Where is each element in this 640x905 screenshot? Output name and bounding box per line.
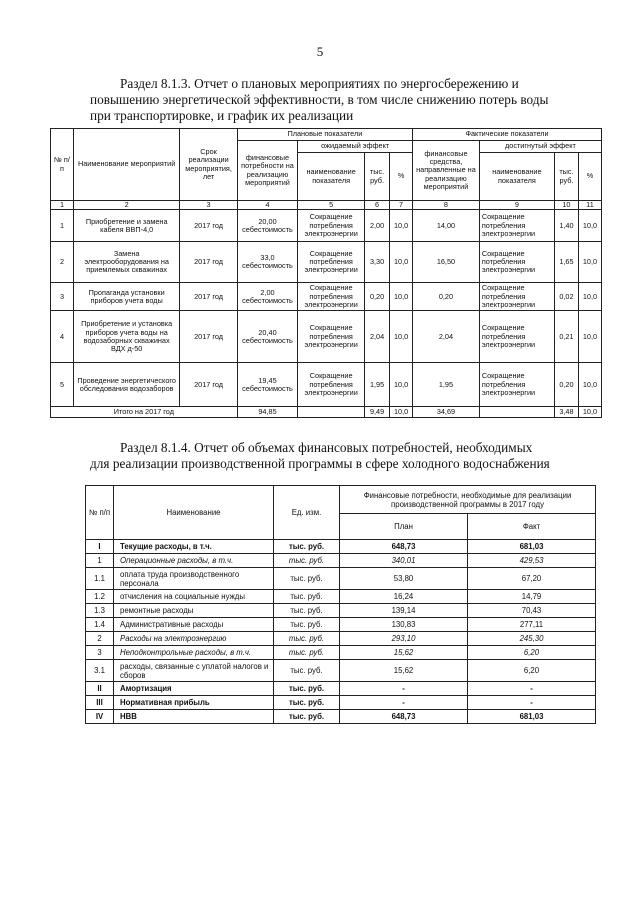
row-pct-fact: 10,0	[578, 283, 601, 311]
table-row	[86, 660, 596, 682]
row-code: 1	[86, 554, 114, 568]
header-fact: Факт	[468, 514, 596, 540]
row-fact: 245,30	[468, 632, 596, 646]
row-pct: 10,0	[390, 210, 413, 242]
row-code: 3	[86, 646, 114, 660]
row-code: II	[86, 682, 114, 696]
row-pct-fact: 10,0	[578, 242, 601, 283]
row-name: Пропаганда установки приборов учета воды	[73, 283, 179, 311]
col-number: 2	[73, 201, 179, 210]
row-name: Замена электрооборудования на приемлемых скважинах	[73, 242, 179, 283]
row-name: Приобретение и установка приборов учета воды на водозаборных скважинах ВДХ д-50	[73, 311, 179, 363]
row-indicator-fact: Сокращение потребления электроэнергии	[479, 210, 554, 242]
row-pct: 10,0	[390, 363, 413, 407]
row-plan: 15,62	[340, 646, 468, 660]
table-row	[51, 210, 602, 242]
section-8-1-4-title	[90, 440, 590, 472]
col-number: 10	[554, 201, 578, 210]
table-row	[86, 710, 596, 724]
row-plan: 130,83	[340, 618, 468, 632]
section-8-1-3-title	[90, 76, 590, 124]
row-fact: 14,79	[468, 590, 596, 604]
row-plan: 648,73	[340, 710, 468, 724]
header-pct: %	[578, 153, 601, 201]
col-number: 1	[51, 201, 74, 210]
total-empty	[479, 407, 554, 418]
row-name: оплата труда производственного персонала	[114, 568, 274, 590]
row-name: Операционные расходы, в т.ч.	[114, 554, 274, 568]
row-plan: 53,80	[340, 568, 468, 590]
row-name: Текущие расходы, в т.ч.	[114, 540, 274, 554]
title-line: для реализации производственной программы в сфере холодного водоснабжения	[90, 456, 550, 471]
row-code: IV	[86, 710, 114, 724]
row-fact: 277,11	[468, 618, 596, 632]
header-indicator: наименование показателя	[298, 153, 365, 201]
table-row	[86, 540, 596, 554]
table-row	[51, 283, 602, 311]
row-unit: тыс. руб.	[274, 660, 340, 682]
total-fin: 94,85	[237, 407, 298, 418]
total-empty	[298, 407, 365, 418]
table-row	[51, 311, 602, 363]
header-actual: Фактические показатели	[413, 129, 602, 141]
row-plan: 139,14	[340, 604, 468, 618]
row-code: 1.4	[86, 618, 114, 632]
row-unit: тыс. руб.	[274, 632, 340, 646]
row-indicator: Сокращение потребления электроэнергии	[298, 311, 365, 363]
row-plan: 16,24	[340, 590, 468, 604]
row-unit: тыс. руб.	[274, 540, 340, 554]
row-name: расходы, связанные с уплатой налогов и сборов	[114, 660, 274, 682]
row-rub-fact: 1,40	[554, 210, 578, 242]
header-unit: Ед. изм.	[274, 486, 340, 540]
total-fin-fact: 34,69	[413, 407, 480, 418]
table-row	[86, 682, 596, 696]
row-plan: 340,01	[340, 554, 468, 568]
row-num: 5	[51, 363, 74, 407]
row-unit: тыс. руб.	[274, 682, 340, 696]
row-term: 2017 год	[180, 283, 237, 311]
title-line: Раздел 8.1.4. Отчет об объемах финансовых потребностей, необходимых	[120, 440, 533, 455]
row-unit: тыс. руб.	[274, 604, 340, 618]
row-plan: -	[340, 682, 468, 696]
total-label: Итого на 2017 год	[51, 407, 238, 418]
title-line: Раздел 8.1.3. Отчет о плановых мероприятиях по энергосбережению и	[120, 76, 519, 91]
col-number: 8	[413, 201, 480, 210]
header-term: Срок реализации мероприятия, лет	[180, 129, 237, 201]
total-row	[51, 407, 602, 418]
row-unit: тыс. руб.	[274, 646, 340, 660]
header-indicator: наименование показателя	[479, 153, 554, 201]
row-rub: 2,00	[365, 210, 390, 242]
row-fact: 67,20	[468, 568, 596, 590]
header-num: № п/п	[86, 486, 114, 540]
col-number: 6	[365, 201, 390, 210]
row-rub-fact: 0,02	[554, 283, 578, 311]
row-plan: 648,73	[340, 540, 468, 554]
row-num: 2	[51, 242, 74, 283]
row-unit: тыс. руб.	[274, 590, 340, 604]
table-row	[86, 604, 596, 618]
table-row	[51, 363, 602, 407]
row-indicator: Сокращение потребления электроэнергии	[298, 283, 365, 311]
total-pct-fact: 10,0	[578, 407, 601, 418]
row-term: 2017 год	[180, 242, 237, 283]
row-name: НВВ	[114, 710, 274, 724]
row-fin: 33,0 себестоимость	[237, 242, 298, 283]
row-fact: 681,03	[468, 710, 596, 724]
row-plan: 293,10	[340, 632, 468, 646]
row-indicator-fact: Сокращение потребления электроэнергии	[479, 311, 554, 363]
row-name: Административные расходы	[114, 618, 274, 632]
row-fin-fact: 2,04	[413, 311, 480, 363]
table-row	[86, 646, 596, 660]
header-fin-spent: финансовые средства, направленные на реализацию мероприятий	[413, 141, 480, 201]
page-number: 5	[316, 44, 324, 59]
row-fact: -	[468, 696, 596, 710]
col-number: 5	[298, 201, 365, 210]
header-num: № п/п	[51, 129, 74, 201]
row-name: Амортизация	[114, 682, 274, 696]
row-fin: 2,00 себестоимость	[237, 283, 298, 311]
row-fin-fact: 1,95	[413, 363, 480, 407]
total-pct: 10,0	[390, 407, 413, 418]
header-rub: тыс. руб.	[365, 153, 390, 201]
row-term: 2017 год	[180, 363, 237, 407]
row-rub: 3,30	[365, 242, 390, 283]
row-num: 3	[51, 283, 74, 311]
row-fact: -	[468, 682, 596, 696]
row-indicator-fact: Сокращение потребления электроэнергии	[479, 283, 554, 311]
row-fact: 6,20	[468, 660, 596, 682]
row-num: 1	[51, 210, 74, 242]
row-fact: 6,20	[468, 646, 596, 660]
row-indicator: Сокращение потребления электроэнергии	[298, 363, 365, 407]
row-fin: 20,00 себестоимость	[237, 210, 298, 242]
table-row	[51, 242, 602, 283]
row-pct: 10,0	[390, 283, 413, 311]
row-plan: -	[340, 696, 468, 710]
row-fact: 70,43	[468, 604, 596, 618]
row-num: 4	[51, 311, 74, 363]
header-fin: Финансовые потребности, необходимые для реализации производственной программы в 2017 году	[340, 486, 596, 514]
row-code: III	[86, 696, 114, 710]
row-rub: 0,20	[365, 283, 390, 311]
header-expected: ожидаемый эффект	[298, 141, 413, 153]
row-fin-fact: 0,20	[413, 283, 480, 311]
row-indicator: Сокращение потребления электроэнергии	[298, 242, 365, 283]
row-fact: 681,03	[468, 540, 596, 554]
row-code: 1.2	[86, 590, 114, 604]
row-fin: 20,40 себестоимость	[237, 311, 298, 363]
col-number: 7	[390, 201, 413, 210]
title-line: при транспортировке, и график их реализации	[90, 108, 354, 123]
row-code: 1.1	[86, 568, 114, 590]
row-plan: 15,62	[340, 660, 468, 682]
header-fin-need: финансовые потребности на реализацию мероприятий	[237, 141, 298, 201]
row-rub: 1,95	[365, 363, 390, 407]
row-code: 1.3	[86, 604, 114, 618]
row-name: Приобретение и замена кабеля ВВП-4,0	[73, 210, 179, 242]
financial-needs-table	[85, 485, 596, 724]
row-indicator-fact: Сокращение потребления электроэнергии	[479, 363, 554, 407]
row-rub-fact: 1,65	[554, 242, 578, 283]
row-code: I	[86, 540, 114, 554]
header-achieved: достигнутый эффект	[479, 141, 601, 153]
row-name: Неподконтрольные расходы, в т.ч.	[114, 646, 274, 660]
table-row	[86, 554, 596, 568]
row-term: 2017 год	[180, 311, 237, 363]
header-rub: тыс. руб.	[554, 153, 578, 201]
row-pct: 10,0	[390, 311, 413, 363]
header-plan: План	[340, 514, 468, 540]
row-indicator-fact: Сокращение потребления электроэнергии	[479, 242, 554, 283]
row-name: Нормативная прибыль	[114, 696, 274, 710]
energy-saving-table	[50, 128, 602, 418]
col-number: 9	[479, 201, 554, 210]
row-pct-fact: 10,0	[578, 363, 601, 407]
row-name: отчисления на социальные нужды	[114, 590, 274, 604]
row-rub-fact: 0,21	[554, 311, 578, 363]
row-unit: тыс. руб.	[274, 554, 340, 568]
table-row	[86, 590, 596, 604]
col-number: 4	[237, 201, 298, 210]
row-fin: 19,45 себестоимость	[237, 363, 298, 407]
table-row	[86, 568, 596, 590]
row-pct-fact: 10,0	[578, 210, 601, 242]
row-term: 2017 год	[180, 210, 237, 242]
row-name: Расходы на электроэнергию	[114, 632, 274, 646]
header-pct: %	[390, 153, 413, 201]
row-name: Проведение энергетического обследования водозаборов	[73, 363, 179, 407]
table-row	[86, 632, 596, 646]
header-planned: Плановые показатели	[237, 129, 412, 141]
row-name: ремонтные расходы	[114, 604, 274, 618]
total-rub: 9,49	[365, 407, 390, 418]
row-unit: тыс. руб.	[274, 568, 340, 590]
row-unit: тыс. руб.	[274, 618, 340, 632]
table-row	[86, 696, 596, 710]
header-name: Наименование мероприятий	[73, 129, 179, 201]
total-rub-fact: 3,48	[554, 407, 578, 418]
row-unit: тыс. руб.	[274, 696, 340, 710]
title-line: повышению энергетической эффективности, в том числе снижению потерь воды	[90, 92, 549, 107]
table-row	[86, 618, 596, 632]
row-unit: тыс. руб.	[274, 710, 340, 724]
row-indicator: Сокращение потребления электроэнергии	[298, 210, 365, 242]
row-fact: 429,53	[468, 554, 596, 568]
row-code: 2	[86, 632, 114, 646]
row-rub-fact: 0,20	[554, 363, 578, 407]
col-number: 3	[180, 201, 237, 210]
header-name: Наименование	[114, 486, 274, 540]
row-pct-fact: 10,0	[578, 311, 601, 363]
row-pct: 10,0	[390, 242, 413, 283]
col-number: 11	[578, 201, 601, 210]
row-code: 3.1	[86, 660, 114, 682]
row-fin-fact: 14,00	[413, 210, 480, 242]
row-rub: 2,04	[365, 311, 390, 363]
row-fin-fact: 16,50	[413, 242, 480, 283]
